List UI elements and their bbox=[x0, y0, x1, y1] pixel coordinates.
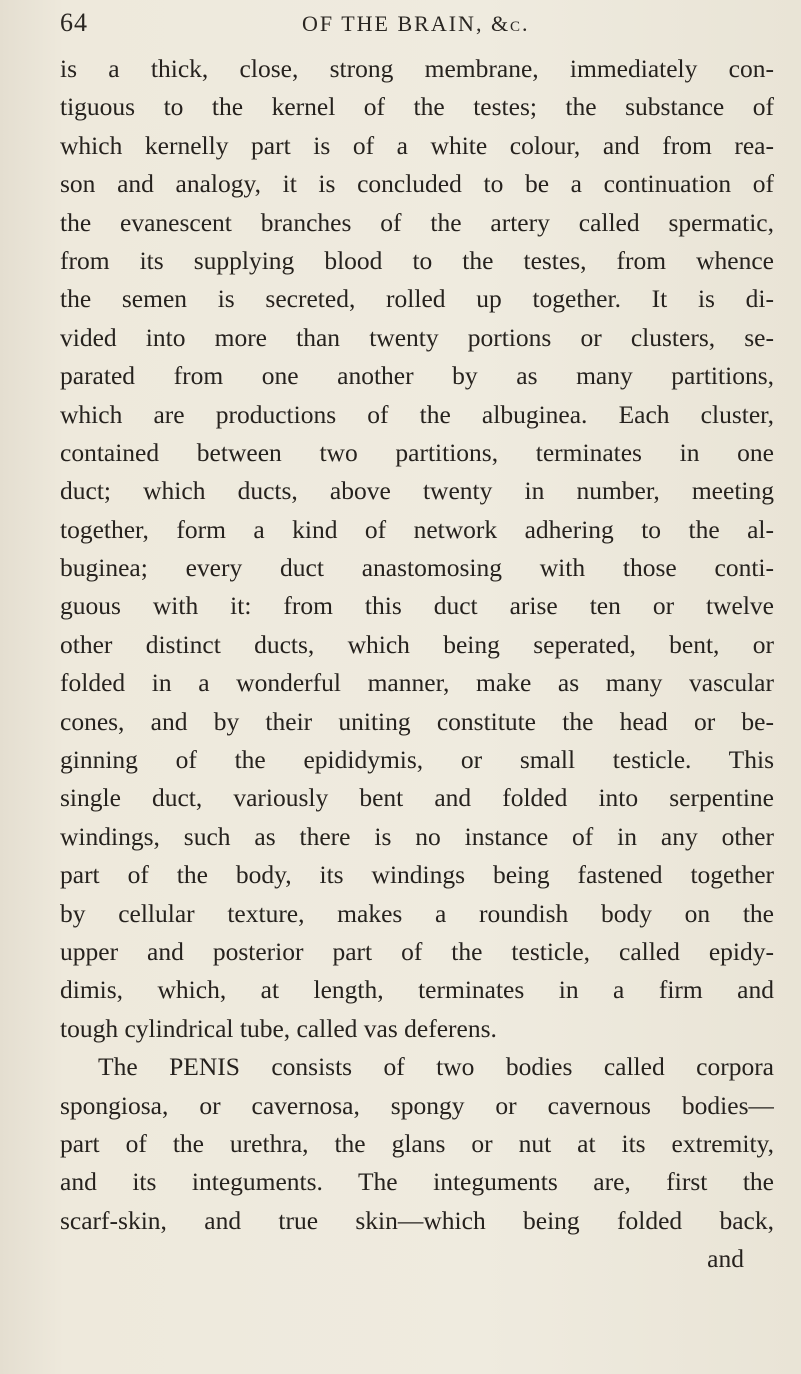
text-line: dimis, which, at length, terminates in a firm and bbox=[60, 975, 774, 1005]
text-line: duct; which ducts, above twenty in number, meeting bbox=[60, 476, 774, 506]
text-line: single duct, variously bent and folded into serpentine bbox=[60, 783, 774, 813]
text-line: tiguous to the kernel of the testes; the substance of bbox=[60, 92, 774, 122]
text-line: upper and posterior part of the testicle, called epidy- bbox=[60, 936, 774, 966]
text-line: other distinct ducts, which being seperated, bent, or bbox=[60, 629, 774, 659]
text-line: The PENIS consists of two bodies called corpora bbox=[98, 1052, 774, 1082]
text-line: contained between two partitions, terminates in one bbox=[60, 437, 774, 467]
text-line: windings, such as there is no instance of in any other bbox=[60, 821, 774, 851]
text-line: scarf-skin, and true skin—which being folded back, bbox=[60, 1205, 774, 1235]
text-line: part of the urethra, the glans or nut at its extremity, bbox=[60, 1128, 774, 1158]
running-head: OF THE BRAIN, &c. bbox=[302, 11, 530, 36]
text-line: vided into more than twenty portions or clusters, se- bbox=[60, 322, 774, 352]
text-line: part of the body, its windings being fastened together bbox=[60, 860, 774, 890]
text-line: ginning of the epididymis, or small testicle. This bbox=[60, 745, 774, 775]
text-line: which kernelly part is of a white colour, and from rea- bbox=[60, 130, 774, 160]
text-line: together, form a kind of network adhering to the al- bbox=[60, 514, 774, 544]
text-line: parated from one another by as many partitions, bbox=[60, 361, 774, 391]
text-line: cones, and by their uniting constitute the head or be- bbox=[60, 706, 774, 736]
text-line: son and analogy, it is concluded to be a continuation of bbox=[60, 169, 774, 199]
text-line: folded in a wonderful manner, make as many vascular bbox=[60, 668, 774, 698]
text-line: the semen is secreted, rolled up together. It is di- bbox=[60, 284, 774, 314]
text-line: is a thick, close, strong membrane, immediately con- bbox=[60, 54, 774, 83]
text-line: by cellular texture, makes a roundish body on the bbox=[60, 898, 774, 928]
text-line: from its supplying blood to the testes, from whence bbox=[60, 245, 774, 275]
text-line: and its integuments. The integuments are, first the bbox=[60, 1167, 774, 1197]
text-line: which are productions of the albuginea. Each cluster, bbox=[60, 399, 774, 429]
page-number: 64 bbox=[60, 8, 88, 37]
text-line: guous with it: from this duct arise ten or twelve bbox=[60, 591, 774, 621]
page-header bbox=[60, 8, 780, 48]
body-text bbox=[60, 50, 774, 1279]
text-line: the evanescent branches of the artery called spermatic, bbox=[60, 207, 774, 237]
text-line: spongiosa, or cavernosa, spongy or cavernous bodies— bbox=[60, 1090, 774, 1120]
text-line: tough cylindrical tube, called vas deferens. bbox=[60, 1013, 497, 1043]
catchword: and bbox=[707, 1244, 744, 1274]
text-line: buginea; every duct anastomosing with those conti- bbox=[60, 553, 774, 583]
